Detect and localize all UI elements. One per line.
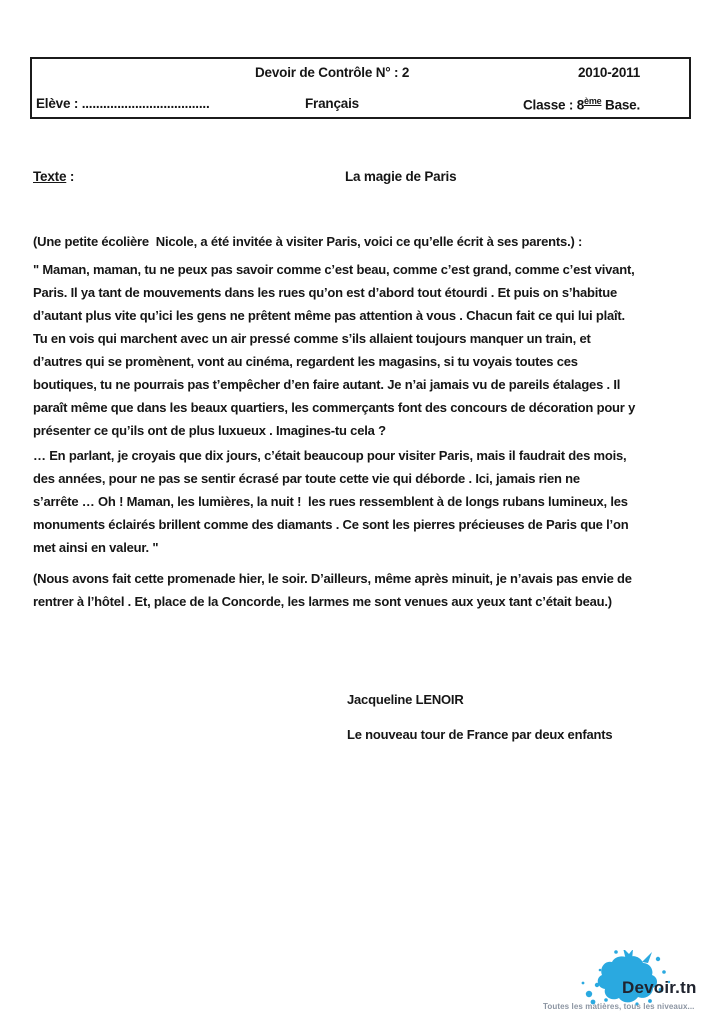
reading-title: La magie de Paris	[345, 169, 457, 184]
paragraph-line: (Nous avons fait cette promenade hier, le soir. D’ailleurs, même après minuit, je n’avais pas envie de	[33, 571, 632, 586]
paragraph-line: Tu en vois qui marchent avec un air pressé comme s’ils allaient toujours manquer un train, et	[33, 331, 591, 346]
paragraph-line: d’autant plus vite qu’ici les gens ne prêtent même pas attention à vous . Chacun fait ce qui lui plaît.	[33, 308, 625, 323]
paragraph-line: boutiques, tu ne pourrais pas t’empêcher d’en faire autant. Je n’ai jamais vu de pareils étalages . Il	[33, 377, 621, 392]
paragraph-line: " Maman, maman, tu ne peux pas savoir comme c’est beau, comme c’est grand, comme c’est vivant,	[33, 262, 635, 277]
paragraph-line: paraît même que dans les beaux quartiers, les commerçants font des concours de décoration pour y	[33, 400, 636, 415]
paragraph-3	[33, 567, 632, 613]
intro-line: (Une petite écolière Nicole, a été invitée à visiter Paris, voici ce qu’elle écrit à ses parents.) :	[33, 234, 583, 249]
paragraph-line: des années, pour ne pas se sentir écrasé par toute cette vie qui déborde . Ici, jamais rien ne	[33, 471, 580, 486]
text-label-colon: :	[66, 169, 75, 184]
text-label-word: Texte	[33, 169, 67, 184]
class-label: Classe : 8	[523, 97, 585, 113]
exam-title: Devoir de Contrôle N° : 2	[255, 65, 410, 80]
author-name: Jacqueline LENOIR	[347, 692, 464, 707]
brand-tagline: Toutes les matières, tous les niveaux...	[543, 1002, 695, 1011]
paragraph-line: … En parlant, je croyais que dix jours, c’était beaucoup pour visiter Paris, mais il faudrait des mois,	[33, 448, 627, 463]
paragraph-line: d’autres qui se promènent, vont au cinéma, regardent les magasins, si tu voyais toutes ces	[33, 354, 578, 369]
student-dotted-line: ....................................	[81, 96, 210, 111]
brand-name: Devoir.tn	[622, 978, 697, 997]
source-title: Le nouveau tour de France par deux enfants	[347, 727, 613, 742]
paragraph-line: met ainsi en valeur. "	[33, 540, 159, 555]
text-section-label	[33, 169, 74, 184]
class-line	[523, 96, 640, 113]
school-year: 2010-2011	[578, 65, 641, 80]
paragraph-line: monuments éclairés brillent comme des diamants . Ce sont les pierres précieuses de Paris que l’on	[33, 517, 629, 532]
paragraph-line: rentrer à l’hôtel . Et, place de la Concorde, les larmes me sont venues aux yeux tant c’était beau.)	[33, 594, 612, 609]
paragraph-line: Paris. Il ya tant de mouvements dans les rues qu’on est d’abord tout étourdi . Et puis on s’habitue	[33, 285, 618, 300]
student-label: Elève :	[36, 96, 82, 111]
header-box	[30, 57, 691, 119]
class-superscript: ème	[584, 96, 602, 106]
devoir-tn-logo	[540, 948, 720, 1018]
student-line	[36, 96, 210, 111]
class-suffix: Base.	[601, 97, 641, 113]
paragraph-2	[33, 444, 628, 559]
paragraph-line: présenter ce qu’ils ont de plus luxueux . Imagines-tu cela ?	[33, 423, 386, 438]
paragraph-line: s’arrête … Oh ! Maman, les lumières, la nuit ! les rues ressemblent à de longs rubans lumineux, les	[33, 494, 628, 509]
paragraph-1	[33, 258, 635, 442]
subject-label: Français	[305, 96, 359, 111]
